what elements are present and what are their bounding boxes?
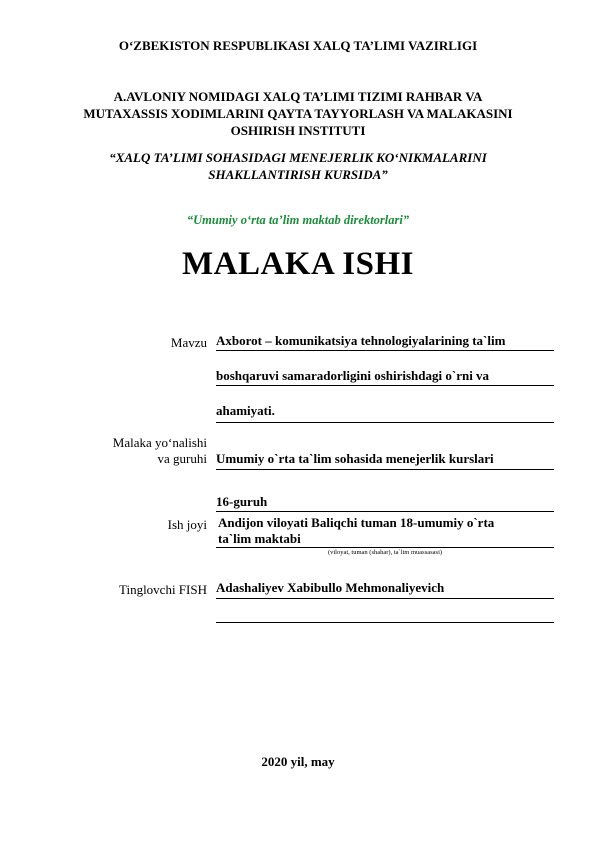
group-value: 16-guruh xyxy=(216,494,554,512)
topic-line-1: Axborot – komunikatsiya tehnologiyalarining ta`lim xyxy=(216,333,554,351)
course-line: “XALQ TA’LIMI SOHASIDAGI MENEJERLIK KO‘NIKMALARINI xyxy=(109,150,487,165)
workplace-line: Andijon viloyati Baliqchi tuman 18-umumiy o`rta xyxy=(218,515,495,530)
institute-line: MUTAXASSIS XODIMLARINI QAYTA TAYYORLASH VA MALAKASINI xyxy=(83,106,513,121)
institute-heading xyxy=(0,88,596,139)
topic-line-3: ahamiyati. xyxy=(216,403,554,423)
qualification-value: Umumiy o`rta ta`lim sohasida menejerlik kurslari xyxy=(216,451,554,470)
qualification-label-line: Malaka yo‘nalishi xyxy=(112,435,207,450)
institute-line: OSHIRISH INSTITUTI xyxy=(230,123,366,138)
qualification-label xyxy=(113,435,207,467)
workplace-value xyxy=(218,515,494,547)
institute-line: A.AVLONIY NOMIDAGI XALQ TA’LIMI TIZIMI RAHBAR VA xyxy=(113,89,483,104)
listener-label: Tinglovchi FISH xyxy=(118,582,207,597)
course-heading xyxy=(0,149,596,183)
course-line: SHAKLLANTIRISH KURSIDA” xyxy=(208,167,388,182)
workplace-line: ta`lim maktabi xyxy=(218,531,301,546)
listener-value: Adashaliyev Xabibullo Mehmonaliyevich xyxy=(216,580,554,599)
ministry-heading: O‘ZBEKISTON RESPUBLIKASI XALQ TA’LIMI VAZIRLIGI xyxy=(118,38,478,53)
workplace-note: (viloyat, tuman (shahar), ta`lim muassasasi) xyxy=(327,549,443,556)
qualification-label-line: va guruhi xyxy=(157,451,207,466)
audience-subtitle: “Umumiy o‘rta ta’lim maktab direktorlari” xyxy=(186,213,410,227)
workplace-underline xyxy=(216,547,554,548)
document-date: 2020 yil, may xyxy=(261,754,335,769)
document-title: MALAKA ISHI xyxy=(182,246,414,282)
topic-label: Mavzu xyxy=(170,335,207,350)
workplace-label: Ish joyi xyxy=(167,517,207,532)
blank-underline xyxy=(216,622,554,623)
topic-line-2: boshqaruvi samaradorligini oshirishdagi o`rni va xyxy=(216,368,554,386)
